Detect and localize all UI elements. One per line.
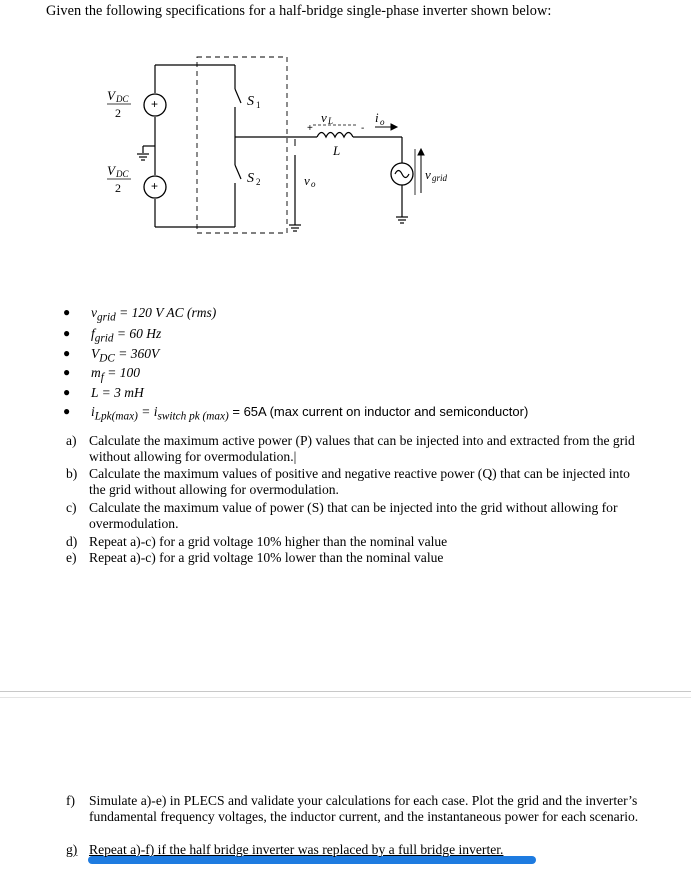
vo-label: v [304,173,310,188]
plus-sign-top: + [151,97,159,111]
minus-sign-bottom: - [152,190,156,204]
s1-label: S [247,94,254,109]
ground-symbol-grid [396,217,408,223]
vdc-bottom-sub: DC [116,169,129,179]
half-bridge-dashed-box [197,57,287,233]
page-title: Given the following specifications for a half-bridge single-phase inverter shown below: [46,3,552,19]
plus-sign-bottom: + [151,179,159,193]
half-bridge-circuit-diagram [95,45,515,235]
s1-sub: 1 [256,100,261,110]
vgrid-sub: grid [432,173,448,183]
inductor-label: L [333,143,341,158]
question-c: c) Calculate the maximum value of power (S) that can be injected into the grid without allowing for overmodulation. [66,500,618,532]
vl-label: v [321,110,327,125]
svg-text:-: - [361,123,365,134]
io-label: i [375,110,379,125]
question-a: a) Calculate the maximum active power (P) values that can be injected into and extracted from the grid without allowing for overmodulation.| [66,433,635,465]
vdc-bottom-label: V [107,163,115,178]
question-f: f) Simulate a)-e) in PLECS and validate your calculations for each case. Plot the grid and the inverter’s fundamental frequency voltages, the inductor current, and the instantaneous power for each scenario. [66,793,639,825]
ground-symbol-dc [137,154,149,160]
page-divider [0,697,691,698]
vdc-top-sub: DC [116,94,129,104]
question-g: g) Repeat a)-f) if the half bridge inverter was replaced by a full bridge inverter. [66,842,504,857]
vl-sub: L [328,116,334,126]
question-e: e) Repeat a)-c) for a grid voltage 10% lower than the nominal value [66,550,444,565]
vdc-bottom-denominator: 2 [115,181,121,195]
s2-sub: 2 [256,177,261,187]
minus-sign-top: - [152,108,156,122]
s2-label: S [247,171,254,186]
vgrid-label: v [425,167,431,182]
vdc-top-denominator: 2 [115,106,121,120]
io-sub: o [380,117,385,127]
question-b: b) Calculate the maximum values of positive and negative reactive power (Q) that can be injected into the grid without allowing for overmodulation. [66,466,630,498]
svg-text:+: + [307,123,313,134]
page-divider [0,691,691,692]
vdc-top-label: V [107,88,115,103]
inductor-symbol [317,133,353,138]
vo-sub: o [311,179,316,189]
question-d: d) Repeat a)-c) for a grid voltage 10% higher than the nominal value [66,534,448,549]
